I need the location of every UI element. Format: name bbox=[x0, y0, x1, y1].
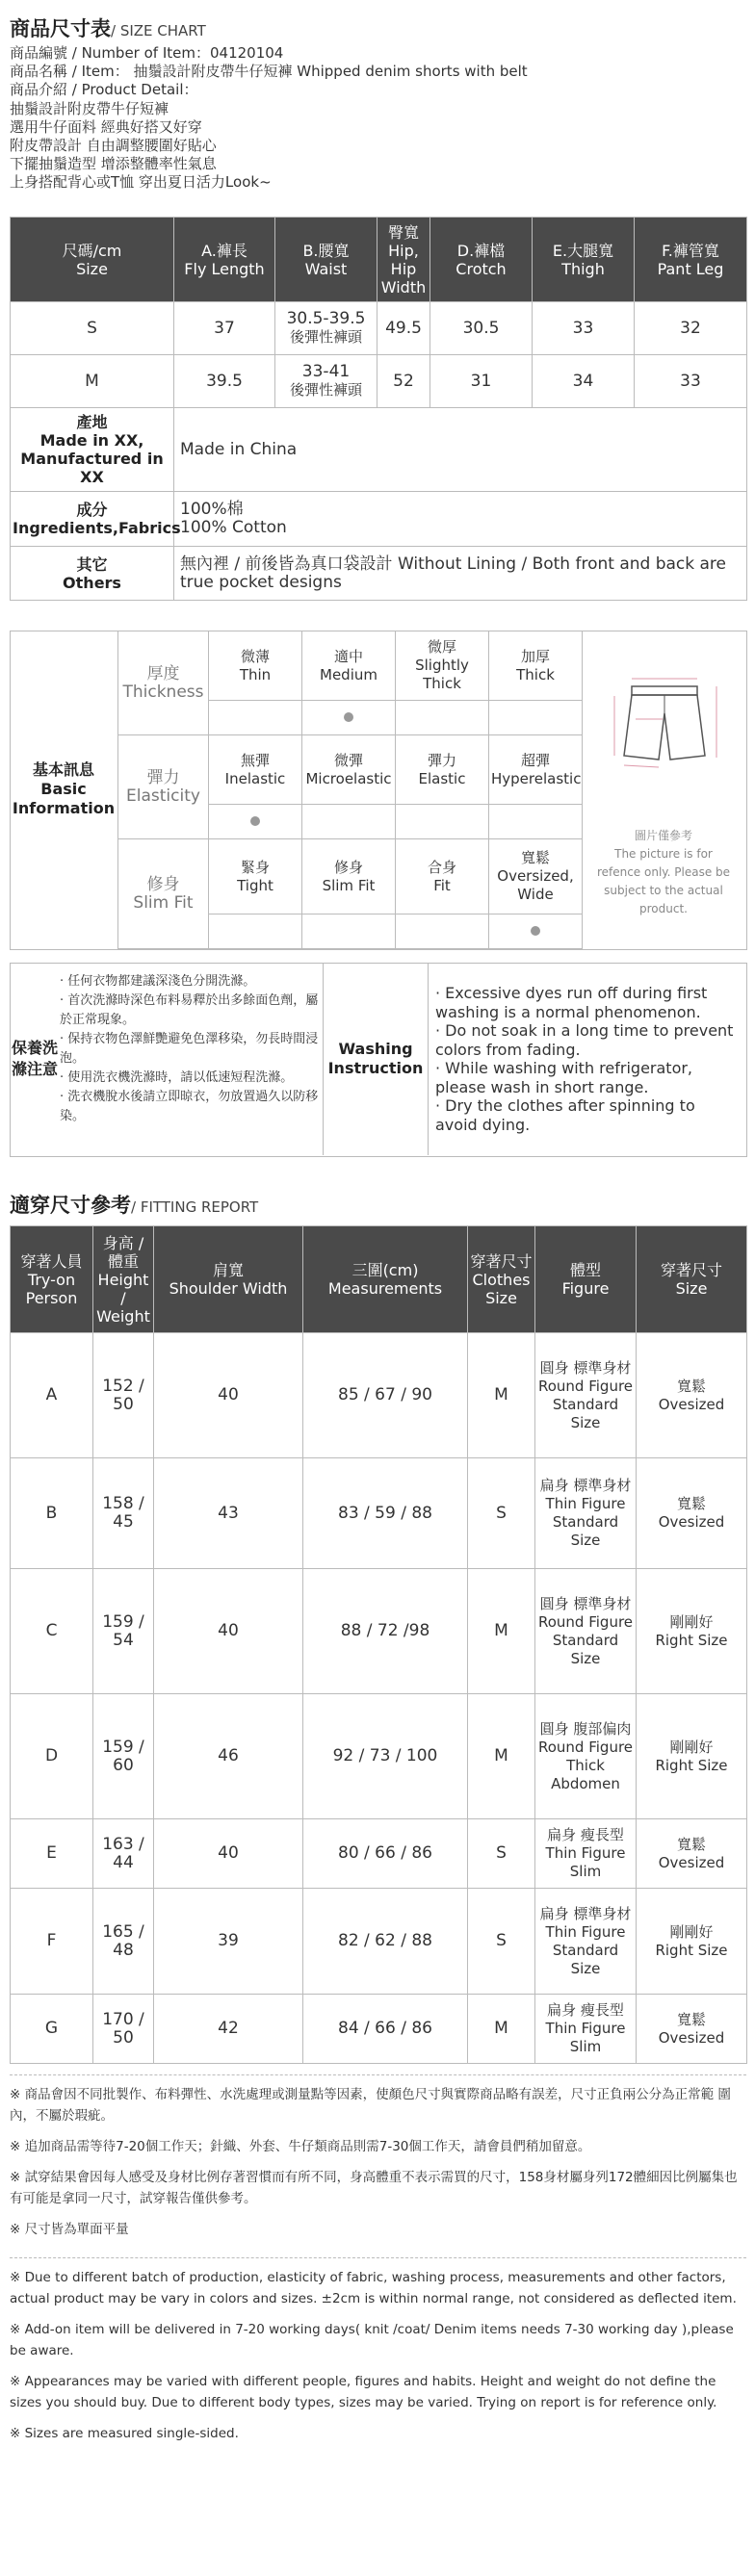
washing-item-en: · Excessive dyes run off during first washing is a normal phenomenon. bbox=[435, 984, 708, 1021]
hip-cell: 52 bbox=[378, 355, 430, 408]
note-zh: ※ 尺寸皆為單面平量 bbox=[10, 2222, 129, 2237]
fit-result-cell: 寬鬆 Ovesized bbox=[637, 1333, 747, 1458]
washing-item-zh: · 保持衣物色澤鮮艷避免色澤移染，勿長時間浸泡。 bbox=[60, 1032, 319, 1066]
person-cell: G bbox=[11, 1995, 93, 2064]
thickness-option: 微薄 Thin bbox=[209, 631, 302, 701]
leg-cell: 32 bbox=[635, 302, 747, 355]
crotch-cell: 30.5 bbox=[430, 302, 533, 355]
measurements-cell: 85 / 67 / 90 bbox=[303, 1333, 468, 1458]
size-chart-title: 商品尺寸表/ SIZE CHART bbox=[10, 17, 206, 40]
note-zh: ※ 商品會因不同批製作、布料彈性、水洗處理或測量點等因素，使顏色尺寸與實際商品略有誤差，尺寸正負兩公分為正常範 圍內，不屬於瑕疵。 bbox=[10, 2087, 731, 2124]
thigh-cell: 34 bbox=[533, 355, 635, 408]
person-cell: A bbox=[11, 1333, 93, 1458]
header-hip: 臀寬 Hip, Hip Width bbox=[378, 218, 430, 302]
info-line: 商品編號 / Number of Item：04120104 bbox=[10, 44, 284, 62]
height-weight-cell: 152 / 50 bbox=[93, 1333, 154, 1458]
measurements-cell: 84 / 66 / 86 bbox=[303, 1995, 468, 2064]
elasticity-option: 無彈 Inelastic bbox=[209, 735, 302, 805]
washing-label-zh: 保養洗滌注意 bbox=[11, 1039, 58, 1078]
fit-result-cell: 寬鬆 Ovesized bbox=[637, 1819, 747, 1889]
shorts-diagram bbox=[582, 631, 745, 948]
selected-dot-icon bbox=[250, 816, 260, 826]
basic-info-grid bbox=[117, 631, 583, 949]
height-weight-cell: 159 / 54 bbox=[93, 1569, 154, 1694]
info-line: 上身搭配背心或T恤 穿出夏日活力Look~ bbox=[10, 173, 272, 192]
figure-cell: 扁身 標準身材 Thin Figure Standard Size bbox=[535, 1458, 637, 1569]
shoulder-cell: 46 bbox=[154, 1694, 303, 1819]
figure-cell: 圓身 標準身材 Round Figure Standard Size bbox=[535, 1333, 637, 1458]
length-cell: 37 bbox=[174, 302, 275, 355]
fit-option: 寬鬆 Oversized, Wide bbox=[489, 839, 583, 914]
shoulder-cell: 39 bbox=[154, 1889, 303, 1995]
leg-cell: 33 bbox=[635, 355, 747, 408]
header-clothes-size: 穿著尺寸 Clothes Size bbox=[468, 1226, 535, 1333]
header-waist: B.腰寬 Waist bbox=[275, 218, 378, 302]
clothes-size-cell: S bbox=[468, 1458, 535, 1569]
person-cell: D bbox=[11, 1694, 93, 1819]
selected-dot-icon bbox=[344, 712, 353, 722]
fit-result-cell: 寬鬆 Ovesized bbox=[637, 1458, 747, 1569]
header-length: A.褲長 Fly Length bbox=[174, 218, 275, 302]
table-row bbox=[11, 302, 747, 355]
washing-list-zh bbox=[60, 972, 320, 1126]
height-weight-cell: 163 / 44 bbox=[93, 1819, 154, 1889]
thigh-cell: 33 bbox=[533, 302, 635, 355]
size-table-header bbox=[11, 218, 747, 302]
fit-option: 合身 Fit bbox=[396, 839, 489, 914]
figure-cell: 圓身 標準身材 Round Figure Standard Size bbox=[535, 1569, 637, 1694]
elasticity-option: 彈力 Elastic bbox=[396, 735, 489, 805]
clothes-size-cell: M bbox=[468, 1995, 535, 2064]
person-cell: E bbox=[11, 1819, 93, 1889]
ingredients-label: 成分 Ingredients,Fabrics bbox=[11, 492, 174, 547]
thickness-option: 加厚 Thick bbox=[489, 631, 583, 701]
ingredients-value: 100%棉 100% Cotton bbox=[174, 492, 747, 547]
clothes-size-cell: M bbox=[468, 1694, 535, 1819]
washing-list-en bbox=[435, 984, 739, 1134]
size-table bbox=[10, 217, 747, 601]
fitting-header bbox=[11, 1226, 747, 1333]
info-line: 選用牛仔面料 經典好搭又好穿 bbox=[10, 117, 202, 136]
shoulder-cell: 40 bbox=[154, 1333, 303, 1458]
table-row bbox=[11, 355, 747, 408]
figure-cell: 扁身 瘦長型 Thin Figure Slim bbox=[535, 1819, 637, 1889]
washing-item-en: · While washing with refrigerator, please wash in short range. bbox=[435, 1059, 693, 1096]
shoulder-cell: 40 bbox=[154, 1569, 303, 1694]
table-row bbox=[11, 1995, 747, 2064]
measurements-cell: 88 / 72 /98 bbox=[303, 1569, 468, 1694]
origin-row bbox=[11, 408, 747, 492]
fit-result-cell: 剛剛好 Right Size bbox=[637, 1569, 747, 1694]
others-row bbox=[11, 547, 747, 601]
header-size: 穿著尺寸 Size bbox=[637, 1226, 747, 1333]
shorts-icon bbox=[582, 657, 745, 821]
info-line: 附皮帶設計 自由調整腰圍好貼心 bbox=[10, 137, 217, 155]
fit-label: 修身 Slim Fit bbox=[118, 839, 209, 949]
shoulder-cell: 43 bbox=[154, 1458, 303, 1569]
elasticity-option: 超彈 Hyperelastic bbox=[489, 735, 583, 805]
elasticity-options bbox=[118, 735, 583, 805]
origin-value: Made in China bbox=[174, 408, 747, 492]
shoulder-cell: 40 bbox=[154, 1819, 303, 1889]
table-row bbox=[11, 1694, 747, 1819]
person-cell: B bbox=[11, 1458, 93, 1569]
thickness-option: 適中 Medium bbox=[302, 631, 396, 701]
header-size: 尺碼/cm Size bbox=[11, 218, 174, 302]
figure-cell: 扁身 標準身材 Thin Figure Standard Size bbox=[535, 1889, 637, 1995]
thickness-label: 厚度 Thickness bbox=[118, 631, 209, 735]
header-leg: F.褲管寬 Pant Leg bbox=[635, 218, 747, 302]
measurements-cell: 83 / 59 / 88 bbox=[303, 1458, 468, 1569]
length-cell: 39.5 bbox=[174, 355, 275, 408]
info-line: 下擺抽鬚造型 增添整體率性氣息 bbox=[10, 155, 217, 173]
info-line: 抽鬚設計附皮帶牛仔短褲 bbox=[10, 99, 169, 117]
header-crotch: D.褲檔 Crotch bbox=[430, 218, 533, 302]
table-row bbox=[11, 1458, 747, 1569]
table-row bbox=[11, 1569, 747, 1694]
hip-cell: 49.5 bbox=[378, 302, 430, 355]
basic-info-label: 基本訊息 Basic Information bbox=[12, 760, 116, 817]
measurements-cell: 82 / 62 / 88 bbox=[303, 1889, 468, 1995]
table-row bbox=[11, 1333, 747, 1458]
height-weight-cell: 165 / 48 bbox=[93, 1889, 154, 1995]
fit-option: 緊身 Tight bbox=[209, 839, 302, 914]
clothes-size-cell: M bbox=[468, 1569, 535, 1694]
measurements-cell: 80 / 66 / 86 bbox=[303, 1819, 468, 1889]
washing-label-en: Washing Instruction bbox=[323, 963, 429, 1155]
clothes-size-cell: S bbox=[468, 1889, 535, 1995]
washing-item-zh: · 洗衣機脫水後請立即晾衣，勿放置過久以防移染。 bbox=[60, 1090, 319, 1123]
table-row bbox=[11, 1889, 747, 1995]
fit-options bbox=[118, 839, 583, 914]
note-en: ※ Appearances may be varied with different people, figures and habits. Height and weight do not define the sizes you should buy. Due to different body types, sizes may be varied. Trying on report is for reference only. bbox=[10, 2374, 717, 2410]
washing-item-zh: · 首次洗滌時深色布料易釋於出多餘面色劑，屬於正常現象。 bbox=[60, 993, 319, 1027]
header-person: 穿著人員 Try-on Person bbox=[11, 1226, 93, 1333]
fit-result-cell: 寬鬆 Ovesized bbox=[637, 1995, 747, 2064]
washing-item-en: · Dry the clothes after spinning to avoid dying. bbox=[435, 1096, 695, 1134]
note-en: ※ Due to different batch of production, elasticity of fabric, washing process, measurements and other factors, actual product may be vary in colors and sizes. ±2cm is within normal range, not considered as deflected item. bbox=[10, 2270, 737, 2306]
size-cell: S bbox=[11, 302, 174, 355]
person-cell: F bbox=[11, 1889, 93, 1995]
waist-cell: 30.5-39.5 後彈性褲頭 bbox=[275, 302, 378, 355]
fit-result-cell: 剛剛好 Right Size bbox=[637, 1889, 747, 1995]
crotch-cell: 31 bbox=[430, 355, 533, 408]
header-height-weight: 身高 / 體重 Height / Weight bbox=[93, 1226, 154, 1333]
washing-item-en: · Do not soak in a long time to prevent colors from fading. bbox=[435, 1021, 734, 1059]
origin-label: 產地 Made in XX, Manufactured in XX bbox=[11, 408, 174, 492]
header-shoulder: 肩寬 Shoulder Width bbox=[154, 1226, 303, 1333]
person-cell: C bbox=[11, 1569, 93, 1694]
others-label: 其它 Others bbox=[11, 547, 174, 601]
waist-cell: 33-41 後彈性褲頭 bbox=[275, 355, 378, 408]
size-cell: M bbox=[11, 355, 174, 408]
fitting-table bbox=[10, 1225, 747, 2064]
measurements-cell: 92 / 73 / 100 bbox=[303, 1694, 468, 1819]
elasticity-label: 彈力 Elasticity bbox=[118, 735, 209, 839]
height-weight-cell: 158 / 45 bbox=[93, 1458, 154, 1569]
thickness-option: 微厚 Slightly Thick bbox=[396, 631, 489, 701]
note-zh: ※ 試穿結果會因每人感受及身材比例存著習慣而有所不同，身高體重不表示需買的尺寸，158身材屬身列172體細因比例屬集也有可能是拿同一尺寸，試穿報告僅供參考。 bbox=[10, 2170, 738, 2206]
others-value: 無內裡 / 前後皆為真口袋設計 Without Lining / Both front and back are true pocket designs bbox=[174, 547, 747, 601]
elasticity-option: 微彈 Microelastic bbox=[302, 735, 396, 805]
product-info bbox=[10, 44, 528, 193]
shoulder-cell: 42 bbox=[154, 1995, 303, 2064]
figure-cell: 扁身 瘦長型 Thin Figure Slim bbox=[535, 1995, 637, 2064]
divider bbox=[10, 2074, 746, 2075]
note-en: ※ Add-on item will be delivered in 7-20 working days( knit /coat/ Denim items needs 7-30 working day ),please be aware. bbox=[10, 2322, 734, 2358]
clothes-size-cell: M bbox=[468, 1333, 535, 1458]
info-line: 商品名稱 / Item： 抽鬚設計附皮帶牛仔短褲 Whipped denim shorts with belt bbox=[10, 63, 528, 81]
divider bbox=[10, 2257, 746, 2258]
note-zh: ※ 追加商品需等待7-20個工作天；針織、外套、牛仔類商品則需7-30個工作天，請會員們稍加留意。 bbox=[10, 2139, 591, 2154]
fit-option: 修身 Slim Fit bbox=[302, 839, 396, 914]
notes-en bbox=[10, 2267, 746, 2454]
ingredients-row bbox=[11, 492, 747, 547]
fitting-title: 適穿尺寸參考/ FITTING REPORT bbox=[10, 1194, 259, 1217]
thickness-options bbox=[118, 631, 583, 701]
header-measurements: 三圍(cm) Measurements bbox=[303, 1226, 468, 1333]
selected-dot-icon bbox=[531, 926, 540, 936]
notes-zh bbox=[10, 2084, 746, 2250]
header-thigh: E.大腿寬 Thigh bbox=[533, 218, 635, 302]
washing-item-zh: · 任何衣物都建議深淺色分開洗滌。 bbox=[60, 974, 256, 989]
fit-result-cell: 剛剛好 Right Size bbox=[637, 1694, 747, 1819]
header-figure: 體型 Figure bbox=[535, 1226, 637, 1333]
clothes-size-cell: S bbox=[468, 1819, 535, 1889]
info-line: 商品介紹 / Product Detail： bbox=[10, 81, 198, 99]
diagram-note: 圖片僅參考 The picture is for refence only. Please be subject to the actual product. bbox=[596, 829, 731, 915]
height-weight-cell: 170 / 50 bbox=[93, 1995, 154, 2064]
note-en: ※ Sizes are measured single-sided. bbox=[10, 2426, 239, 2441]
figure-cell: 圓身 腹部偏肉 Round Figure Thick Abdomen bbox=[535, 1694, 637, 1819]
table-row bbox=[11, 1819, 747, 1889]
washing-item-zh: · 使用洗衣機洗滌時，請以低速短程洗滌。 bbox=[60, 1070, 294, 1085]
height-weight-cell: 159 / 60 bbox=[93, 1694, 154, 1819]
